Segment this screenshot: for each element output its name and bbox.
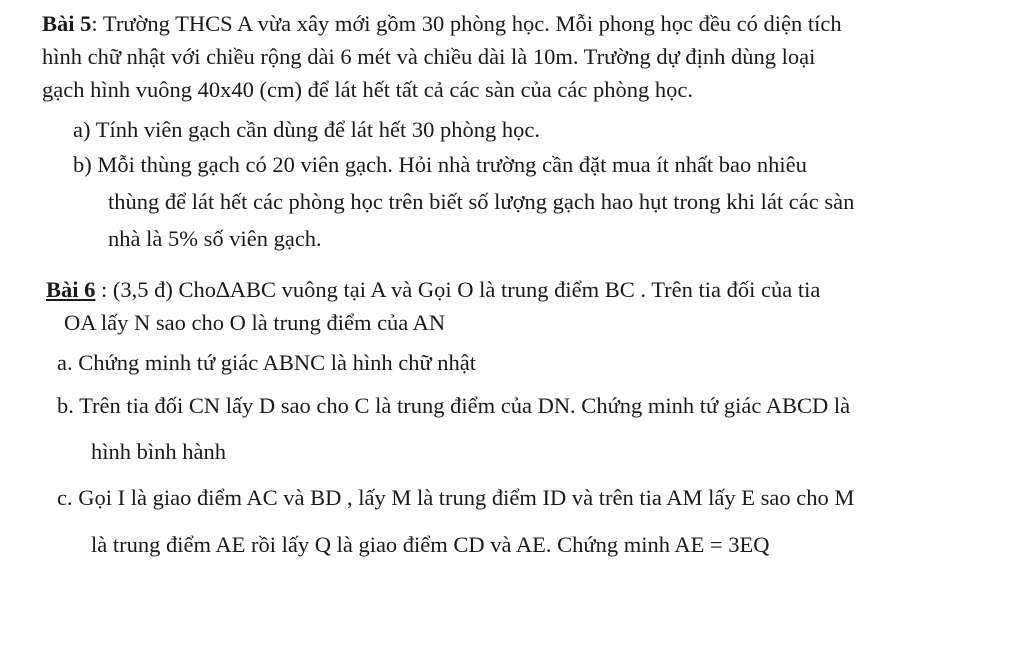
- bai5-part-a: a) Tính viên gạch cần dùng để lát hết 30 phòng học.: [73, 117, 540, 142]
- bai5-part-b-line-3: nhà là 5% số viên gạch.: [108, 226, 322, 251]
- bai6-part-c-line-2: là trung điểm AE rồi lấy Q là giao điểm CD và AE. Chứng minh AE = 3EQ: [91, 532, 770, 557]
- bai6-part-b-line-1: b. Trên tia đối CN lấy D sao cho C là trung điểm của DN. Chứng minh tứ giác ABCD là: [57, 393, 851, 418]
- bai6-part-b-line-2: hình bình hành: [91, 439, 226, 464]
- bai6-label: Bài 6: [46, 277, 96, 302]
- bai6-part-a: a. Chứng minh tứ giác ABNC là hình chữ nhật: [57, 350, 477, 375]
- bai5-intro-line-1: [42, 10, 842, 38]
- bai5-part-b-line-1: b) Mỗi thùng gạch có 20 viên gạch. Hỏi nhà trường cần đặt mua ít nhất bao nhiêu: [73, 152, 807, 177]
- bai6-intro-line-2: OA lấy N sao cho O là trung điểm của AN: [64, 310, 446, 335]
- bai5-part-b-line-2: thùng để lát hết các phòng học trên biết số lượng gạch hao hụt trong khi lát các sàn: [108, 189, 855, 214]
- bai6-intro-line-1: [46, 276, 820, 304]
- bai5-intro-1-text: : Trường THCS A vừa xây mới gồm 30 phòng học. Mỗi phong học đều có diện tích: [91, 11, 842, 36]
- bai6-part-c-line-1: c. Gọi I là giao điểm AC và BD , lấy M là trung điểm ID và trên tia AM lấy E sao cho M: [57, 485, 855, 510]
- bai6-intro-1-text: : (3,5 đ) Cho∆ABC vuông tại A và Gọi O là trung điểm BC . Trên tia đối của tia: [95, 277, 821, 302]
- bai5-intro-line-2: hình chữ nhật với chiều rộng dài 6 mét và chiều dài là 10m. Trường dự định dùng loại: [42, 44, 816, 69]
- bai5-intro-line-3: gạch hình vuông 40x40 (cm) để lát hết tất cả các sàn của các phòng học.: [42, 77, 693, 102]
- bai5-label: Bài 5: [42, 11, 92, 36]
